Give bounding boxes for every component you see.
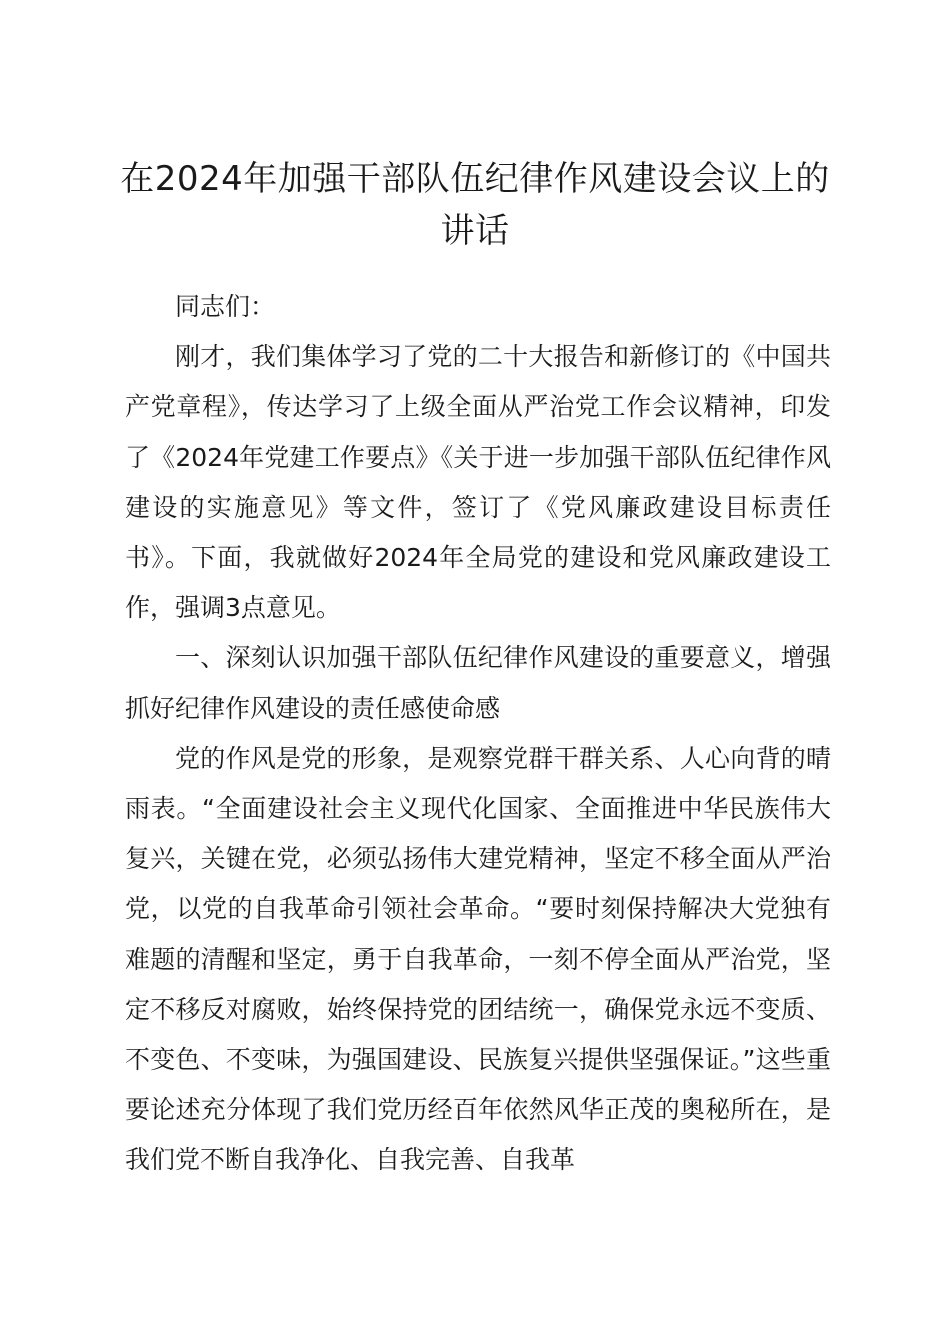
paragraph-section-1: 党的作风是党的形象，是观察党群干群关系、人心向背的晴雨表。“全面建设社会主义现代化国家、全面推进中华民族伟大复兴，关键在党，必须弘扬伟大建党精神，坚定不移全面从严治党，以党的自我革命引领社会革命。“要时刻保持解决大党独有难题的清醒和坚定，勇于自我革命，一刻不停全面从严治党，坚定不移反对腐败，始终保持党的团结统一，确保党永远不变质、不变色、不变味，为强国建设、民族复兴提供坚强保证。”这些重要论述充分体现了我们党历经百年依然风华正茂的奥秘所在，是我们党不断自我净化、自我完善、自我革 [125, 743, 831, 1175]
paragraph-intro: 刚才，我们集体学习了党的二十大报告和新修订的《中国共产党章程》，传达学习了上级全面从严治党工作会议精神，印发了《2024年党建工作要点》《关于进一步加强干部队伍纪律作风建设的实施意见》等文件，签订了《党风廉政建设目标责任书》。下面，我就做好2024年全局党的建设和党风廉政建设工作，强调3点意见。 [125, 342, 831, 623]
document-title: 在2024年加强干部队伍纪律作风建设会议上的讲话 [120, 159, 830, 251]
section-heading-1: 一、深刻认识加强干部队伍纪律作风建设的重要意义，增强抓好纪律作风建设的责任感使命感 [125, 643, 831, 723]
document-body [125, 282, 831, 1186]
salutation: 同志们： [175, 292, 276, 321]
